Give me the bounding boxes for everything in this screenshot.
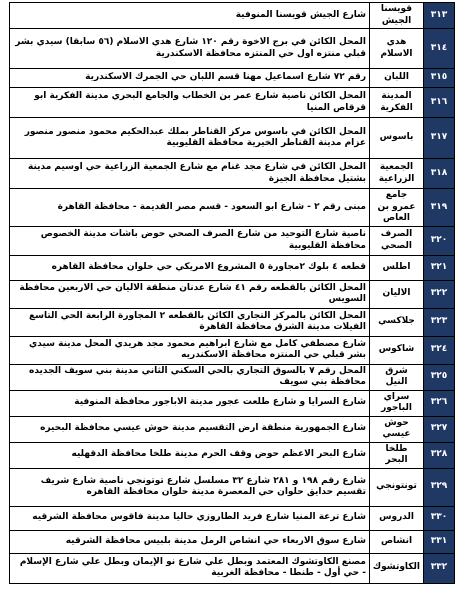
branch-name: هدي الاسلام [370,29,424,69]
branch-name: الصرف الصحي [370,226,424,255]
branch-number: ٣٢٤ [424,336,455,364]
branch-name: حوش عيسي [370,416,424,442]
table-row [10,442,455,468]
branch-number: ٣٢٣ [424,308,455,336]
branch-address: المحل الكائن في باسوس مركز القناطر بملك عبدالحكيم محمود منصور منصور عزام مدينة القناطر الخيرية محافظة القليوبية [10,118,370,159]
table-row [10,255,455,280]
table-row [10,506,455,530]
branch-address: المحل الكائن بالقطعه رقم ٤١ شارع عدنان منطقة الاليان حي الاربعين محافظة السويس [10,280,370,308]
branch-number: ٣٣١ [424,530,455,553]
table-row [10,280,455,308]
table-row [10,189,455,227]
branch-address: شارع الجيش قويسنا المنوفية [10,3,370,29]
table-row [10,159,455,189]
branch-name: الجمعية الزراعية [370,159,424,189]
table-row [10,364,455,390]
branch-address: شارع سوق الاربعاء حي انشاص الرمل مدينة بلبيس محافظة الشرقيه [10,530,370,553]
branch-name: انشاص [370,530,424,553]
branch-number: ٣٢٩ [424,468,455,506]
branch-number: ٣١٦ [424,88,455,118]
table-row [10,88,455,118]
branch-number: ٣١٩ [424,189,455,227]
branch-name: الدروس [370,506,424,530]
branch-number: ٣٣٠ [424,506,455,530]
table-row [10,553,455,583]
branch-number: ٣٣٢ [424,553,455,583]
branch-number: ٣١٣ [424,3,455,29]
branch-name: جامع عمرو بن العاص [370,189,424,227]
table-row [10,468,455,506]
branches-table [9,2,455,584]
branch-address: مبنى رقم ٢ - شارع ابو السعود - قسم مصر القديمة - محافظة القاهرة [10,189,370,227]
branch-name: شاكوس [370,336,424,364]
branch-name: باسوس [370,118,424,159]
branch-number: ٣٢٢ [424,280,455,308]
branch-address: المحل الكائن ناصية شارع عمر بن الخطاب والجامع البحري مدينة الفكرية ابو قرقاص المنيا [10,88,370,118]
branch-name: اطلس [370,255,424,280]
table-row [10,118,455,159]
branch-name: تونتونجي [370,468,424,506]
table-row [10,29,455,69]
branch-address: شارع ترعة المنيا شارع فريد الطاروزي حاليا مدينة فاقوس محافظة الشرقيه [10,506,370,530]
branch-address: شارع السرايا و شارع طلعت عجور مدينة الاباجور محافظة المنوفية [10,390,370,416]
table-row [10,3,455,29]
branch-number: ٣٢٨ [424,442,455,468]
branch-address: مصنع الكاوتشوك المعتمد وبطل علي شارع نو الإيمان وبطل علي شارع الإسلام - حي أول - طنطا - محافظة الغربية [10,553,370,583]
table-row [10,69,455,88]
branch-number: ٣٢٧ [424,416,455,442]
branch-name: قويسنا الجيش [370,3,424,29]
branch-number: ٣٢٥ [424,364,455,390]
branch-name: سراي الباجور [370,390,424,416]
branch-number: ٣٢٦ [424,390,455,416]
branch-name: جلاكسي [370,308,424,336]
branch-number: ٣٢٠ [424,226,455,255]
branch-address: شارع البحر الاعظم حوض وقف الحرم مدينة طلخا محافظة الدقهليه [10,442,370,468]
branches-table-body [10,3,455,584]
branch-name: الكاوتشوك [370,553,424,583]
branch-number: ٣١٧ [424,118,455,159]
branch-address: المحل الكائن بالمركز التجاري الكائن بالقطعه ٢ المجاورة الرابعة الحي التاسع الفيلات مدينة الشرق محافظة القاهرة [10,308,370,336]
branch-address: رقم ٧٢ شارع اسماعيل مهنا قسم اللبان حي الجمرك الاسكندرية [10,69,370,88]
branch-address: شارع رقم ١٩٨ و ٢٨١ شارع ٣٢ مسلسل شارع توتونجي ناصية شارع شريف تقسيم حدايق حلوان حي المعصرة مدينة حلوان محافظة القاهره [10,468,370,506]
branch-address: شارع الجمهورية منطقة ارض التقسيم مدينة حوش عيسي محافظة البحيره [10,416,370,442]
branch-number: ٣١٨ [424,159,455,189]
branch-name: المدينة الفكرية [370,88,424,118]
branch-name: اللبان [370,69,424,88]
branch-address: قطعه ٤ بلوك ٢مجاورة ٥ المشروع الامريكي حي حلوان محافظة القاهره [10,255,370,280]
branch-number: ٣١٥ [424,69,455,88]
table-row [10,390,455,416]
branch-address: ناصية شارع التوحيد من شارع الصرف الصحي حوض باشات مدينة الخصوص محافظة القليوبية [10,226,370,255]
branch-number: ٣٢١ [424,255,455,280]
table-row [10,226,455,255]
table-row [10,416,455,442]
branch-address: شارع مصطفي كامل مع شارع ابراهيم محمود مجد هريدي المحل مدينة سيدي بشر قبلي حي المنتزه محافظة الاسكندريه [10,336,370,364]
branch-address: المحل الكائن في شارع مجد غنام مع شارع الجمعية الزراعية حي اوسيم مدينة بشتيل محافظة الجيزة [10,159,370,189]
branch-number: ٣١٤ [424,29,455,69]
table-row [10,308,455,336]
branch-address: المحل رقم ٧ بالسوق التجاري بالحي السكني الثاني مدينة بني سويف الجديده محافظة بني سويف [10,364,370,390]
table-row [10,336,455,364]
branch-name: الاليان [370,280,424,308]
branch-address: المحل الكائن في برج الاخوة رقم ١٢٠ شارع هدي الاسلام (٥٦ سابقا) سيدي بشر قبلي منتزه اول حي المنتزه محافظة الاسكندرية [10,29,370,69]
branch-name: شرق النيل [370,364,424,390]
branch-name: طلخا البحر [370,442,424,468]
table-row [10,530,455,553]
